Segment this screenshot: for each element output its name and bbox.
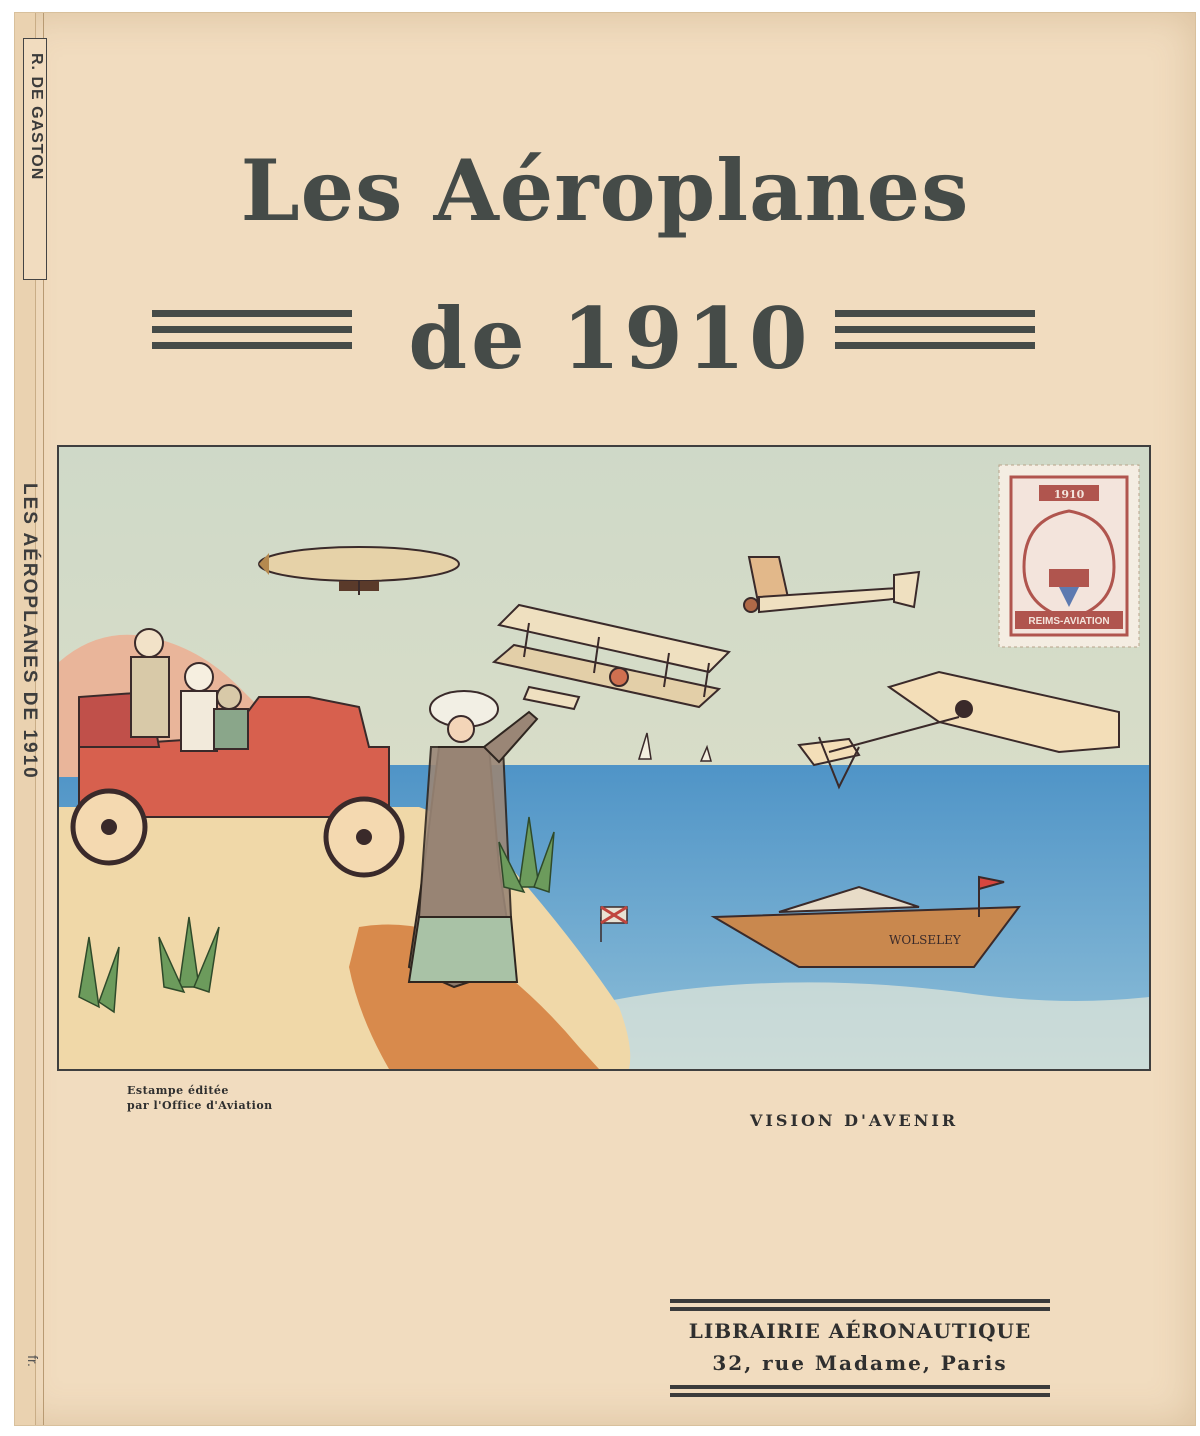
spine-title-box (20, 483, 40, 1103)
title-rule-right-bottom (835, 342, 1035, 349)
spine-bottom-mark: fr. (24, 1355, 41, 1367)
publisher-rule-bottom-1 (670, 1385, 1050, 1389)
illustration-caption: VISION D'AVENIR (750, 1111, 959, 1130)
title-rule-right-middle (835, 326, 1035, 333)
title-rule-left-middle (152, 326, 352, 333)
publisher-rule-top-2 (670, 1307, 1050, 1311)
book-cover (14, 12, 1196, 1426)
boat-name: WOLSELEY (889, 933, 961, 947)
title-line-2: de 1910 (408, 289, 812, 388)
publisher-rule-bottom-2 (670, 1393, 1050, 1397)
title-line-1: Les Aéroplanes (240, 141, 970, 240)
stamp-year: 1910 (1053, 488, 1085, 501)
illustration-credit (127, 1083, 273, 1113)
spine-title: LES AÉROPLANES DE 1910 (19, 483, 40, 780)
credit-line-2: par l'Office d'Aviation (127, 1099, 273, 1112)
publisher-block (670, 1295, 1050, 1401)
credit-line-1: Estampe éditée (127, 1084, 229, 1097)
title-rule-right-top (835, 310, 1035, 317)
title-rule-left-bottom (152, 342, 352, 349)
reims-aviation-stamp (999, 465, 1139, 647)
spine-author-box (23, 38, 47, 280)
spine-author: R. DE GASTON (28, 53, 45, 181)
publisher-rule-top-1 (670, 1299, 1050, 1303)
publisher-name: LIBRAIRIE AÉRONAUTIQUE (688, 1319, 1032, 1343)
stamp-label: REIMS-AVIATION (1028, 616, 1110, 627)
publisher-address: 32, rue Madame, Paris (712, 1351, 1008, 1375)
title-rule-left-top (152, 310, 352, 317)
cover-illustration (57, 445, 1151, 1071)
illustration-artwork (59, 447, 1149, 1069)
